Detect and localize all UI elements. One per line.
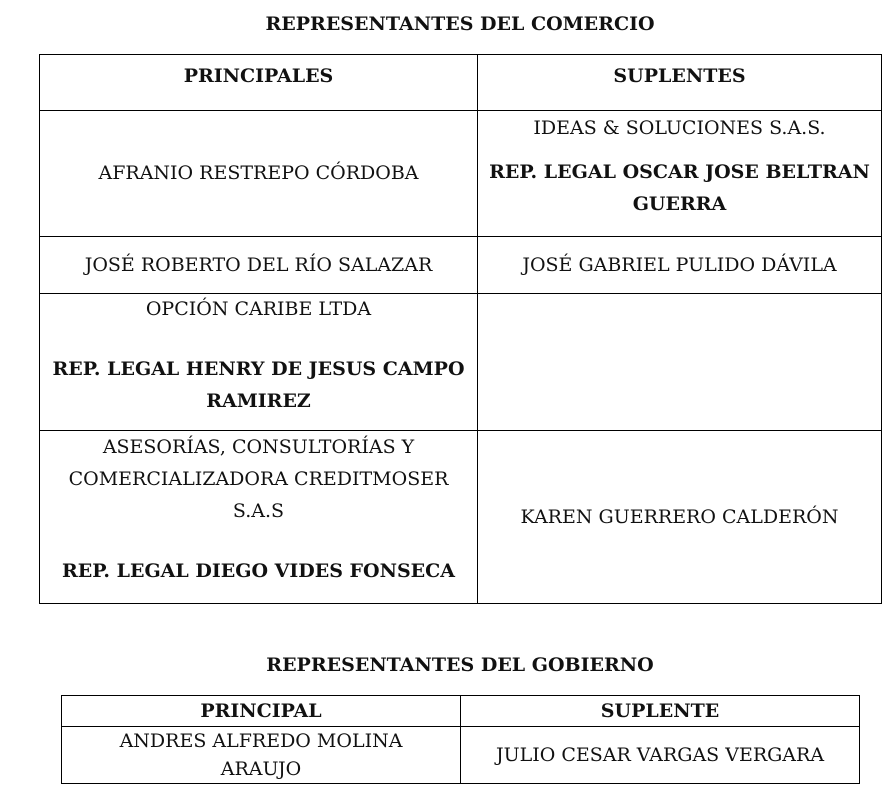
principal-legal-rep: REP. LEGAL HENRY DE JESUS CAMPO RAMIREZ bbox=[52, 358, 465, 412]
table-header-row bbox=[62, 696, 860, 727]
table-row bbox=[62, 727, 860, 784]
principal-cell bbox=[40, 237, 478, 294]
principal-name: AFRANIO RESTREPO CÓRDOBA bbox=[98, 162, 419, 184]
comercio-representatives-table bbox=[39, 54, 882, 604]
header-principal: PRINCIPAL bbox=[62, 696, 461, 727]
principal-name: ASESORÍAS, CONSULTORÍAS Y COMERCIALIZADORA CREDITMOSER S.A.S bbox=[68, 436, 449, 522]
header-suplente: SUPLENTE bbox=[461, 696, 860, 727]
principal-legal-rep: REP. LEGAL DIEGO VIDES FONSECA bbox=[61, 560, 456, 582]
principal-cell bbox=[62, 727, 461, 784]
table-row bbox=[40, 431, 882, 604]
table-row bbox=[40, 237, 882, 294]
suplente-cell bbox=[478, 111, 882, 237]
principal-cell bbox=[40, 431, 478, 604]
gobierno-representatives-table bbox=[61, 695, 860, 784]
principal-name: ANDRES ALFREDO MOLINA ARAUJO bbox=[119, 730, 403, 780]
table-header-row bbox=[40, 55, 882, 111]
gobierno-section-title: REPRESENTANTES DEL GOBIERNO bbox=[266, 654, 654, 676]
header-suplentes: SUPLENTES bbox=[478, 55, 882, 111]
header-principales: PRINCIPALES bbox=[40, 55, 478, 111]
suplente-legal-rep: REP. LEGAL OSCAR JOSE BELTRAN GUERRA bbox=[489, 161, 870, 215]
table-row bbox=[40, 111, 882, 237]
suplente-cell bbox=[478, 431, 882, 604]
suplente-name: JULIO CESAR VARGAS VERGARA bbox=[495, 744, 825, 766]
suplente-name: JOSÉ GABRIEL PULIDO DÁVILA bbox=[522, 253, 837, 276]
principal-cell bbox=[40, 111, 478, 237]
principal-name: OPCIÓN CARIBE LTDA bbox=[145, 298, 372, 320]
principal-name: JOSÉ ROBERTO DEL RÍO SALAZAR bbox=[84, 253, 433, 276]
principal-cell bbox=[40, 294, 478, 431]
suplente-name: KAREN GUERRERO CALDERÓN bbox=[520, 505, 839, 528]
table-row bbox=[40, 294, 882, 431]
suplente-cell-empty bbox=[478, 294, 882, 431]
suplente-cell bbox=[478, 237, 882, 294]
suplente-cell bbox=[461, 727, 860, 784]
suplente-name: IDEAS & SOLUCIONES S.A.S. bbox=[533, 117, 826, 139]
comercio-section-title: REPRESENTANTES DEL COMERCIO bbox=[265, 13, 655, 35]
